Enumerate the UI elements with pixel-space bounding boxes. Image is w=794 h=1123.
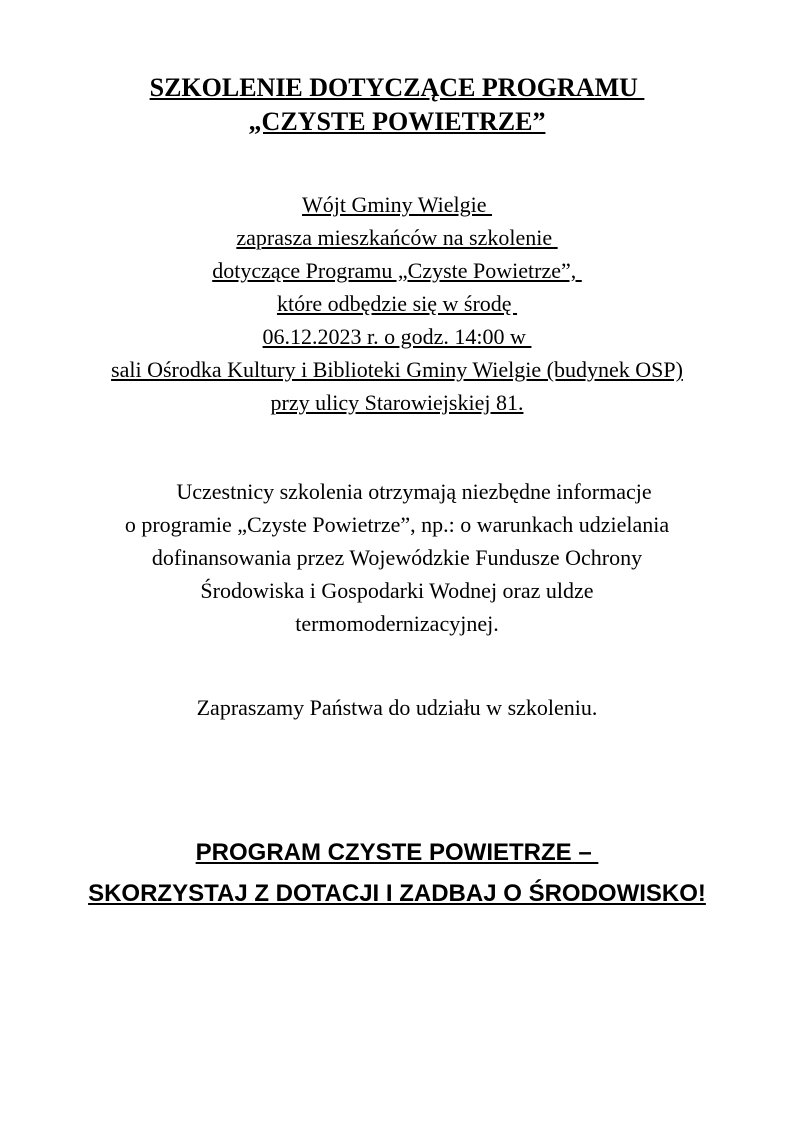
document-title: [40, 71, 754, 139]
invitation-line-3: dotyczące Programu „Czyste Powietrze”,: [212, 258, 582, 283]
info-paragraph: [40, 475, 754, 640]
info-line-4: Środowiska i Gospodarki Wodnej oraz uldze: [200, 578, 594, 603]
invitation-line-6: sali Ośrodka Kultury i Biblioteki Gminy Wielgie (budynek OSP): [111, 357, 683, 382]
closing-line: Zapraszamy Państwa do udziału w szkoleniu.: [196, 695, 598, 720]
footer-heading-line-2: SKORZYSTAJ Z DOTACJI I ZADBAJ O ŚRODOWISKO!: [88, 880, 706, 907]
invitation-line-2: zaprasza mieszkańców na szkolenie: [236, 225, 558, 250]
info-line-5: termomodernizacyjnej.: [295, 611, 499, 636]
invitation-line-1: Wójt Gminy Wielgie: [302, 192, 492, 217]
info-line-1: Uczestnicy szkolenia otrzymają niezbędne informacje: [176, 479, 652, 504]
info-line-2: o programie „Czyste Powietrze”, np.: o warunkach udzielania: [124, 512, 670, 537]
invitation-line-7: przy ulicy Starowiejskiej 81.: [270, 390, 524, 415]
title-line-2: „CZYSTE POWIETRZE”: [248, 107, 546, 136]
invitation-line-4: które odbędzie się w środę: [276, 291, 518, 316]
invitation-paragraph: [40, 188, 754, 419]
footer-heading-line-1: PROGRAM CZYSTE POWIETRZE –: [195, 839, 599, 866]
title-line-1: SZKOLENIE DOTYCZĄCE PROGRAMU: [149, 73, 645, 102]
invitation-line-5: 06.12.2023 r. o godz. 14:00 w: [262, 324, 532, 349]
info-line-3: dofinansowania przez Wojewódzkie Fundusze Ochrony: [151, 545, 643, 570]
footer-heading: [40, 836, 754, 910]
